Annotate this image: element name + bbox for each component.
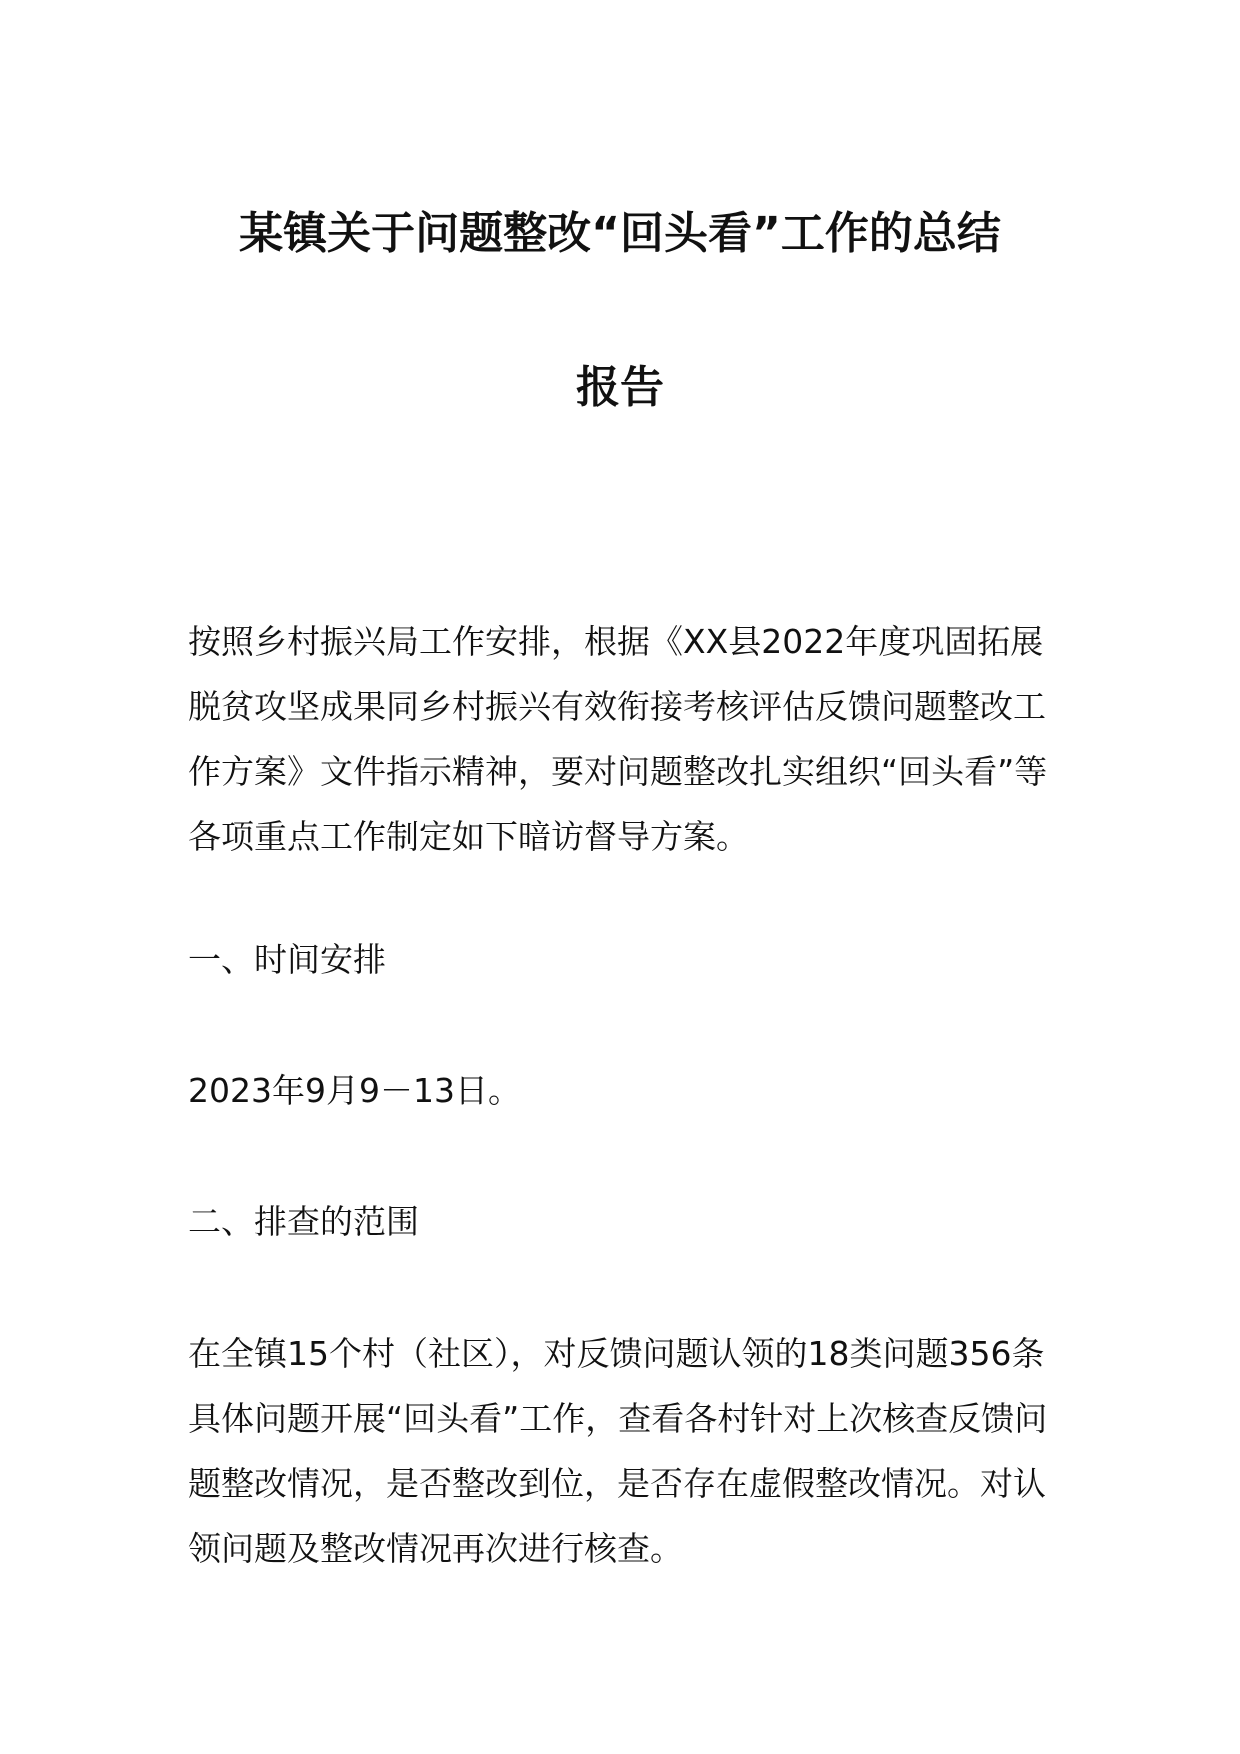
- document-title-line-2: 报告: [576, 362, 664, 413]
- document-title-line-1: 某镇关于问题整改“回头看”工作的总结: [239, 208, 1001, 259]
- section-content-scope: 在全镇15个村（社区），对反馈问题认领的18类问题356条具体问题开展“回头看”工作，查看各村针对上次核查反馈问题整改情况，是否整改到位，是否存在虚假整改情况。对认领问题及整改情况再次进行核查。: [188, 1334, 1048, 1568]
- section-content-date: 2023年9月9－13日。: [188, 1071, 521, 1110]
- intro-paragraph: 按照乡村振兴局工作安排，根据《XX县2022年度巩固拓展脱贫攻坚成果同乡村振兴有效衔接考核评估反馈问题整改工作方案》文件指示精神，要对问题整改扎实组织“回头看”等各项重点工作制定如下暗访督导方案。: [188, 622, 1048, 856]
- section-heading-time-schedule: 一、时间安排: [188, 940, 386, 979]
- section-heading-scope: 二、排查的范围: [188, 1202, 419, 1241]
